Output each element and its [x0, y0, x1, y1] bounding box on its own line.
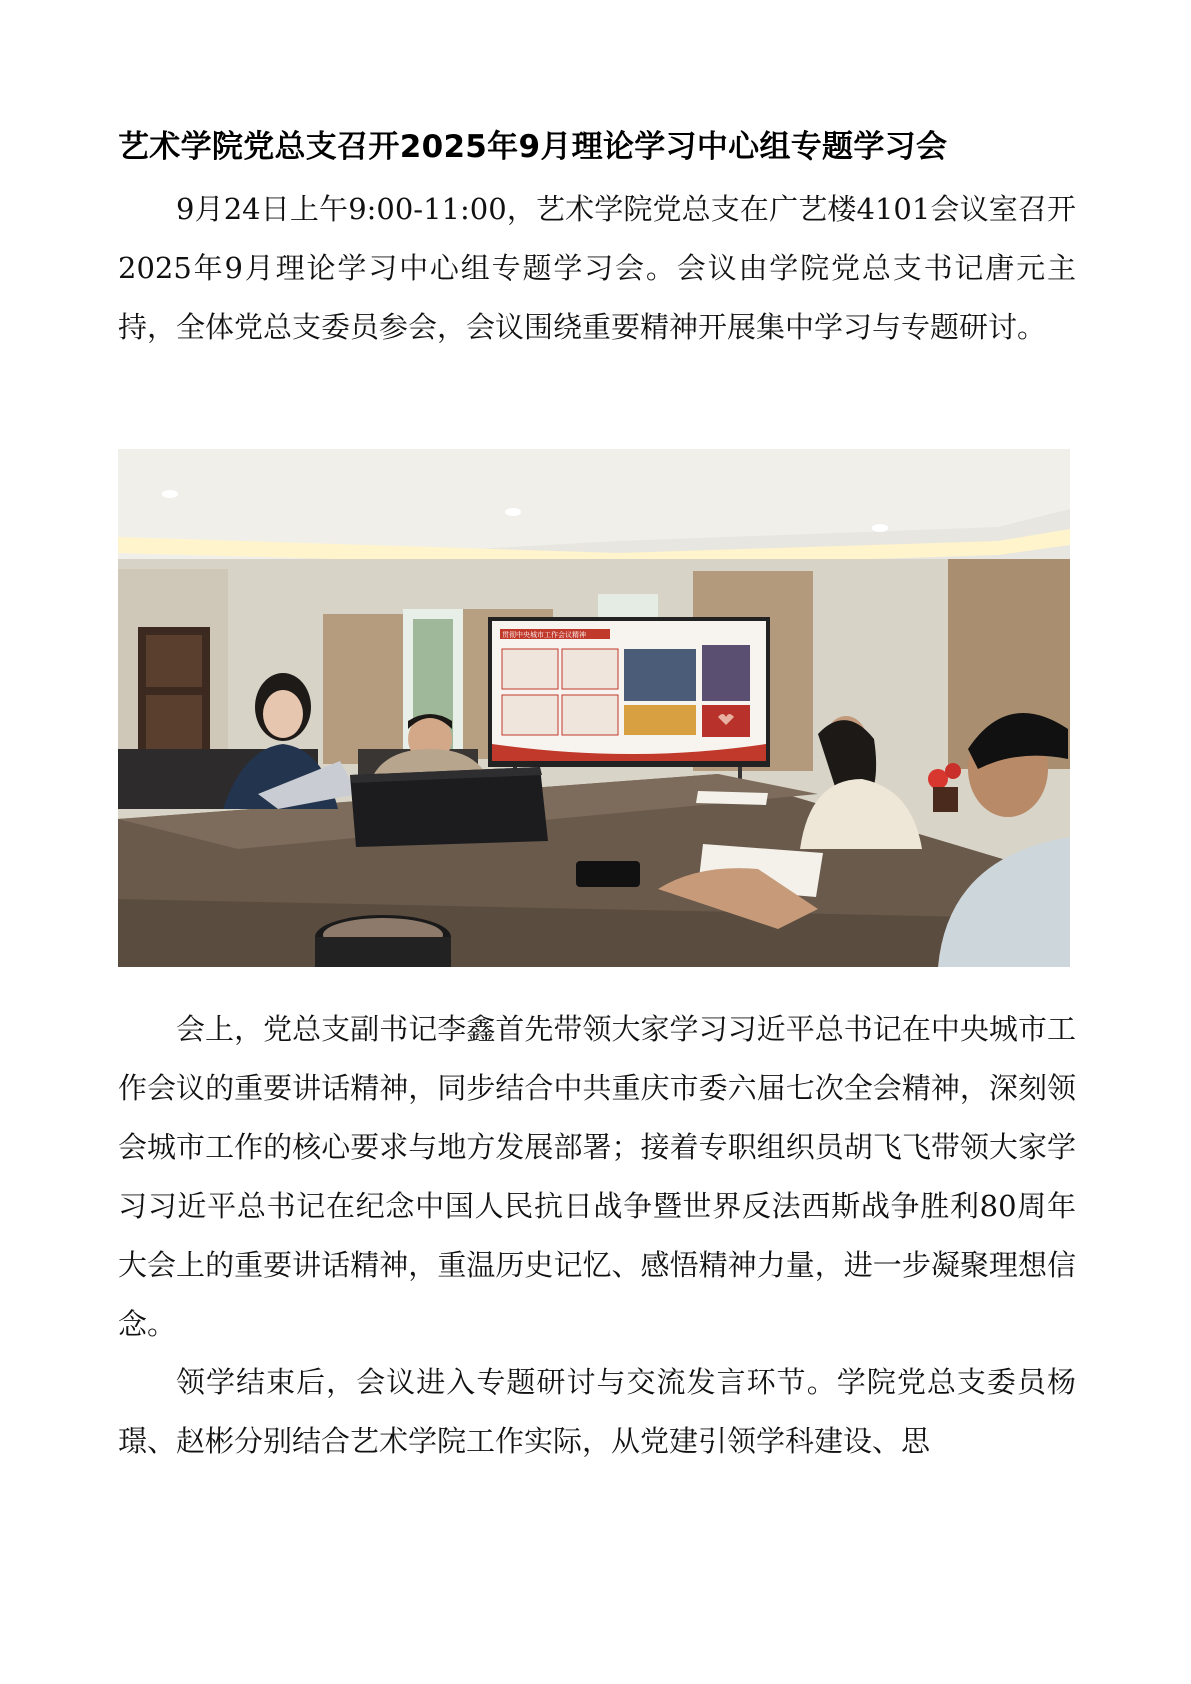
- screen-heading: 贯彻中央城市工作会议精神: [502, 631, 586, 639]
- paragraph-study: 会上，党总支副书记李鑫首先带领大家学习习近平总书记在中央城市工作会议的重要讲话精神，同步结合中共重庆市委六届七次全会精神，深刻领会城市工作的核心要求与地方发展部署；接着专职组织员胡飞飞带领大家学习习近平总书记在纪念中国人民抗日战争暨世界反法西斯战争胜利80周年大会上的重要讲话精神，重温历史记忆、感悟精神力量，进一步凝聚理想信念。: [118, 1012, 1076, 1341]
- article-title: 艺术学院党总支召开2025年9月理论学习中心组专题学习会: [118, 129, 948, 165]
- paragraph-intro: 9月24日上午9:00-11:00，艺术学院党总支在广艺楼4101会议室召开2025年9月理论学习中心组专题学习会。会议由学院党总支书记唐元主持，全体党总支委员参会，会议围绕重要精神开展集中学习与专题研讨。: [118, 192, 1076, 344]
- paragraph-discussion: 领学结束后，会议进入专题研讨与交流发言环节。学院党总支委员杨璟、赵彬分别结合艺术学院工作实际，从党建引领学科建设、思: [118, 1365, 1076, 1458]
- meeting-photo: [118, 449, 1070, 967]
